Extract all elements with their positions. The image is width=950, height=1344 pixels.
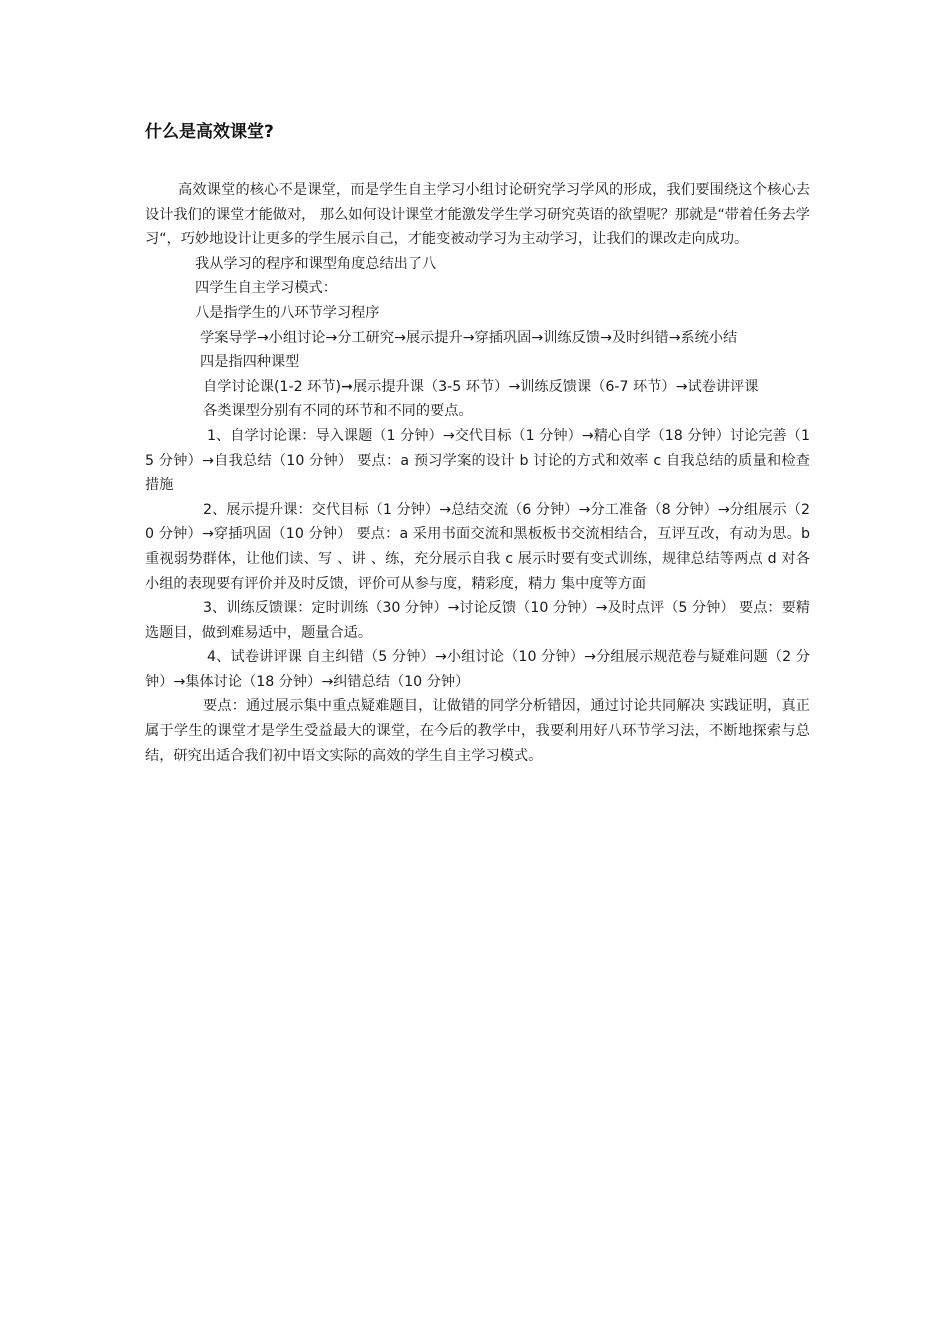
eight-steps-heading: 八是指学生的八环节学习程序 [195, 304, 380, 321]
types-note: 各类课型分别有不同的环节和不同的要点。 [203, 403, 473, 420]
conclusion-paragraph: 要点：通过展示集中重点疑难题目，让做错的同学分析错因，通过讨论共同解决 实践证明，真正属于学生的课堂才是学生受益最大的课堂，在今后的教学中，我要利用好八环节学习法，不断地探索与总结，研究出适合我们初中语文实际的高效的学生自主学习模式。 [145, 698, 810, 764]
model-line: 四学生自主学习模式： [195, 280, 337, 297]
eight-steps-sequence: 学案导学→小组讨论→分工研究→展示提升→穿插巩固→训练反馈→及时纠错→系统小结 [200, 329, 738, 346]
lesson-type-2: 2、展示提升课：交代目标（1 分钟）→总结交流（6 分钟）→分工准备（8 分钟）→分组展示（20 分钟）→穿插巩固（10 分钟） 要点：a 采用书面交流和黑板板书交流相结合，互评互改，有动为思。b 重视弱势群体，让他们读、写 、讲 、练，充分展示自我 c 展示时要有变式训练，规律总结等两点 d 对各小组的表现要有评价并及时反馈，评价可从参与度，精彩度，精力 集中度等方面 [145, 501, 810, 592]
summary-line: 我从学习的程序和课型角度总结出了八 [195, 255, 437, 272]
four-types-sequence: 自学讨论课(1-2 环节)➞展示提升课（3-5 环节）→训练反馈课（6-7 环节）→试卷讲评课 [203, 378, 759, 395]
intro-paragraph: 高效课堂的核心不是课堂，而是学生自主学习小组讨论研究学习学风的形成，我们要围绕这个核心去设计我们的课堂才能做对， 那么如何设计课堂才能激发学生学习研究英语的欲望呢？那就是“带着任务去学习“，巧妙地设计让更多的学生展示自己，才能变被动学习为主动学习，让我们的课改走向成功。 [145, 182, 810, 248]
document-title: 什么是高效课堂? [145, 122, 274, 142]
lesson-type-3: 3、训练反馈课：定时训练（30 分钟）→讨论反馈（10 分钟）→及时点评（5 分钟） 要点：要精选题目，做到难易适中，题量合适。 [145, 600, 810, 641]
lesson-type-4: 4、试卷讲评课 自主纠错（5 分钟）→小组讨论（10 分钟）→分组展示规范卷与疑难问题（2 分钟）→集体讨论（18 分钟）→纠错总结（10 分钟） [145, 649, 810, 690]
document-page [145, 120, 810, 768]
lesson-type-1: 1、自学讨论课：导入课题（1 分钟）→交代目标（1 分钟）→精心自学（18 分钟）讨论完善（15 分钟）→自我总结（10 分钟） 要点：a 预习学案的设计 b 讨论的方式和效率 c 自我总结的质量和检查措施 [145, 427, 810, 494]
four-types-heading: 四是指四种课型 [200, 354, 300, 371]
